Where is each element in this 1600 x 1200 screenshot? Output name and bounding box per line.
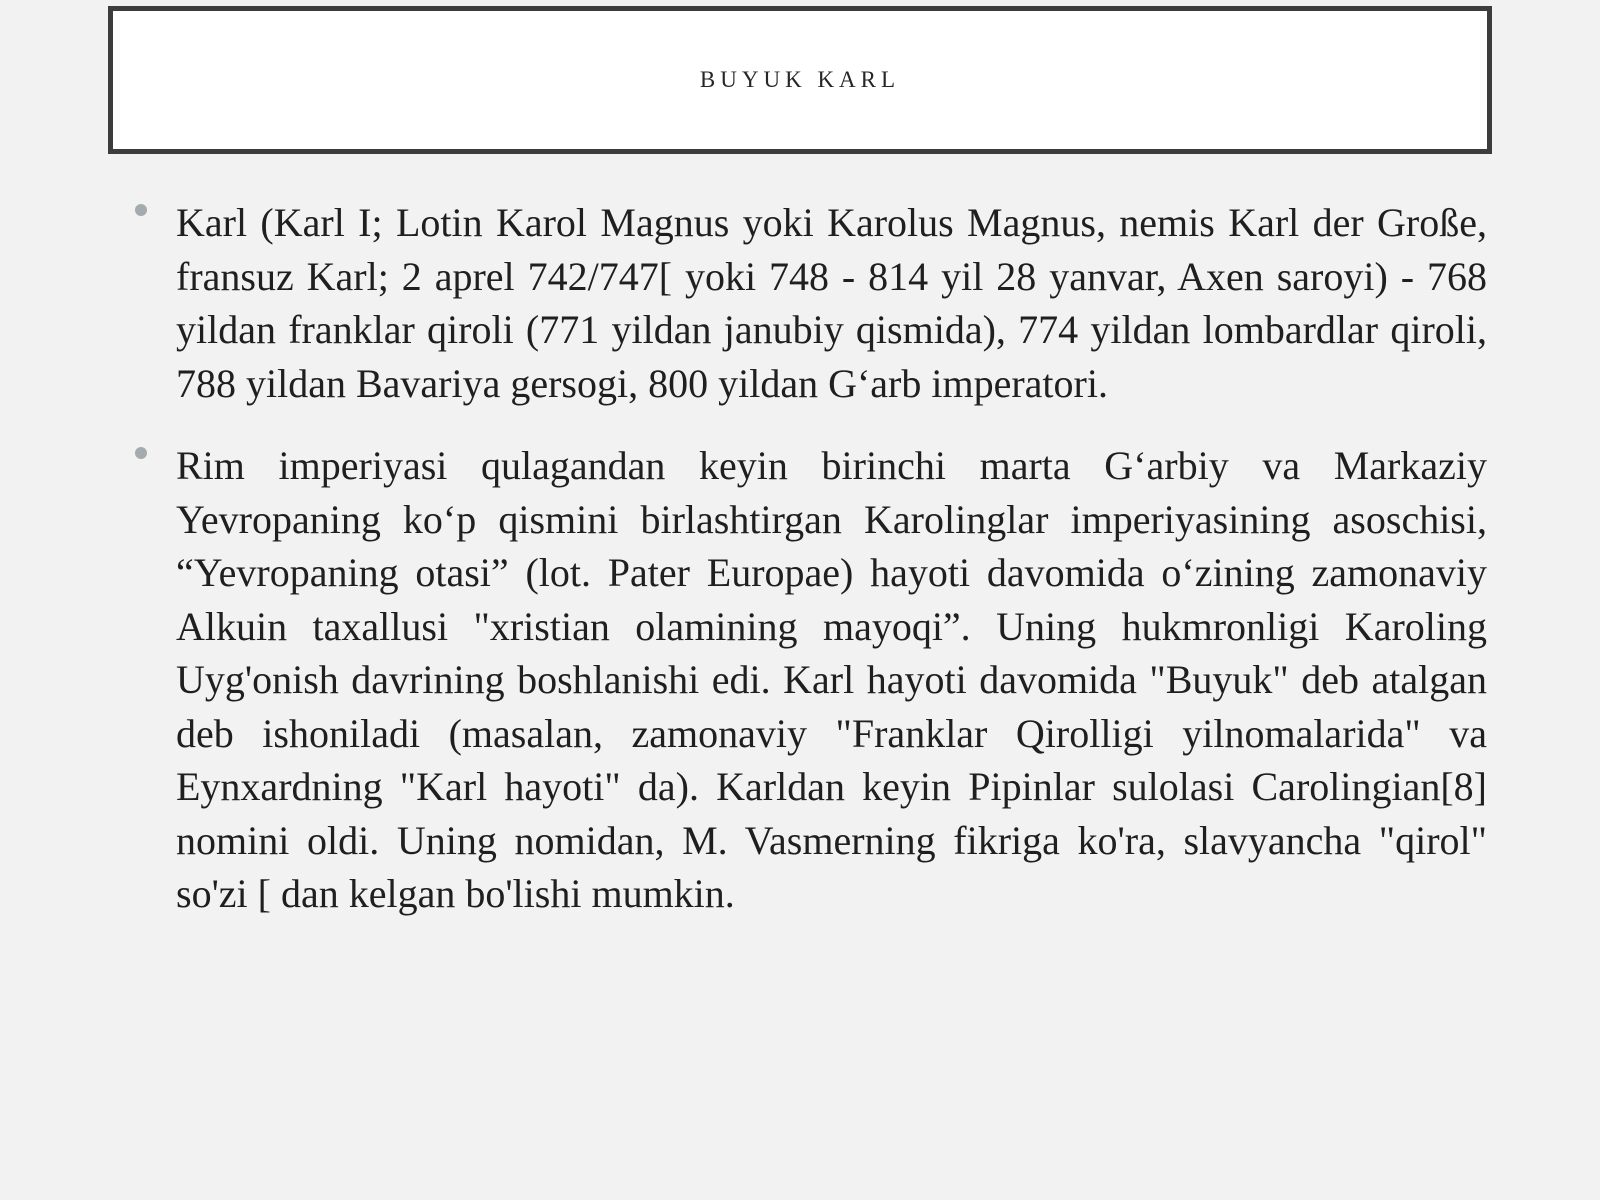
bullet-text-1: Karl (Karl I; Lotin Karol Magnus yoki Karolus Magnus, nemis Karl der Große, fransuz Karl; 2 aprel 742/747[ yoki 748 - 814 yil 28 yanvar, Axen saroyi) - 768 yildan franklar qiroli (771 yildan janubiy qismida), 774 yildan lombardlar qiroli, 788 yildan Bavariya gersogi, 800 yildan G‘arb imperatori.: [176, 200, 1487, 406]
bullet-text-2: Rim imperiyasi qulagandan keyin birinchi marta G‘arbiy va Markaziy Yevropaning ko‘p qismini birlashtirgan Karolinglar imperiyasining asoschisi, “Yevropaning otasi” (lot. Pater Europae) hayoti davomida o‘zining zamonaviy Alkuin taxallusi "xristian olamining mayoqi”. Uning hukmronligi Karoling Uyg'onish davrining boshlanishi edi. Karl hayoti davomida "Buyuk" deb atalgan deb ishoniladi (masalan, zamonaviy "Franklar Qirolligi yilnomalarida" va Eynxardning "Karl hayoti" da). Karldan keyin Pipinlar sulolasi Carolingian[8] nomini oldi. Uning nomidan, M. Vasmerning fikriga ko'ra, slavyancha "qirol" so'zi [ dan kelgan bo'lishi mumkin.: [176, 443, 1487, 916]
bullet-dot-icon: [135, 447, 147, 459]
title-box: [108, 6, 1492, 154]
bullet-dot-icon: [135, 204, 147, 216]
bullet-list: [135, 196, 1487, 950]
bullet-item-1: [135, 196, 1487, 410]
bullet-item-2: [135, 439, 1487, 921]
slide-title: BUYUK KARL: [699, 67, 901, 92]
